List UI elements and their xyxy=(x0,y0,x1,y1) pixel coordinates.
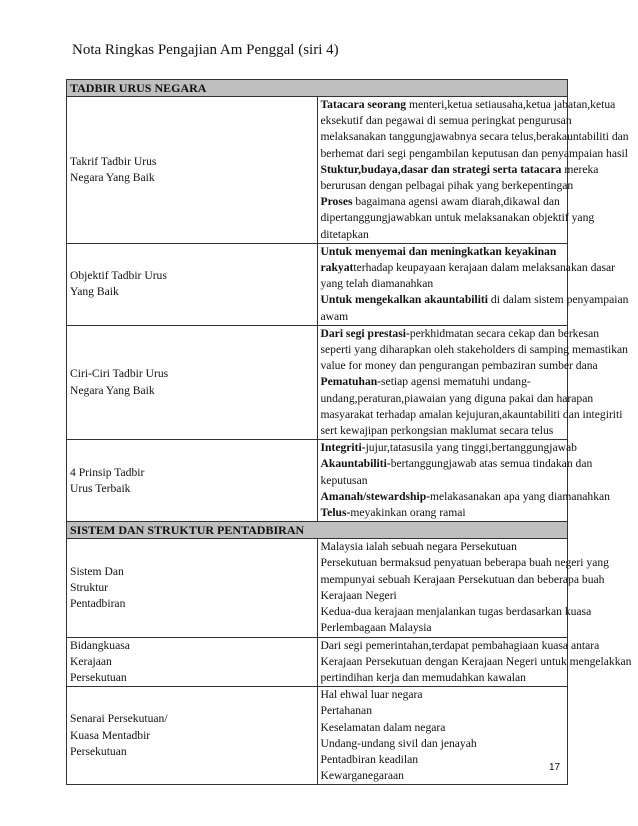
row-content: Hal ehwal luar negara Pertahanan Keselamatan dalam negara Undang-undang sivil dan jenayah Pentadbiran keadilan Kewarganegaraan xyxy=(317,687,568,785)
section-title: SISTEM DAN STRUKTUR PENTADBIRAN xyxy=(67,522,568,539)
row-content: Tatacara seorang menteri,ketua setiausaha,ketua jabatan,ketua eksekutif dan pegawai di semua peringkat pengurusan melaksanakan tanggungjawabnya secara telus,berakauntabiliti dan berhemat dari segi pengambilan keputusan dan penyampaian hasil Stuktur,budaya,dasar dan strategi serta tatacara mereka berurusan dengan pelbagai pihak yang berkepentingan Proses bagaimana agensi awam diarah,dikawal dan dipertanggungjawabkan untuk melaksanakan objektif yang ditetapkan xyxy=(317,97,568,244)
table-row-prinsip xyxy=(67,440,568,522)
page-title: Nota Ringkas Pengajian Am Penggal (siri 4) xyxy=(72,42,339,58)
table-row-ciri-ciri xyxy=(67,325,568,439)
table-row-senarai xyxy=(67,687,568,785)
row-label: Bidangkuasa Kerajaan Persekutuan xyxy=(67,637,318,687)
row-content: Dari segi pemerintahan,terdapat pembahagiaan kuasa antara Kerajaan Persekutuan dengan Kerajaan Negeri untuk mengelakkan pertindihan kerja dan memudahkan kawalan xyxy=(317,637,568,687)
section-header-tadbir-urus xyxy=(67,80,568,97)
row-label: Takrif Tadbir Urus Negara Yang Baik xyxy=(67,97,318,244)
section-header-sistem xyxy=(67,522,568,539)
row-label: 4 Prinsip Tadbir Urus Terbaik xyxy=(67,440,318,522)
table-row-sistem xyxy=(67,539,568,637)
row-content: Dari segi prestasi-perkhidmatan secara cekap dan berkesan seperti yang diharapkan oleh stakeholders di samping memastikan value for money dan pengurangan pembaziran sumber dana Pematuhan-setiap agensi mematuhi undang- undang,peraturan,piawaian yang diguna pakai dan harapan masyarakat terhadap amalan kejujuran,akauntabiliti dan integiriti sert kewajipan perkongsian maklumat secara telus xyxy=(317,325,568,439)
row-content: Integriti-jujur,tatasusila yang tinggi,bertanggungjawab Akauntabiliti-bertanggungjawab atas semua tindakan dan keputusan Amanah/stewardship-melakasanakan apa yang diamanahkan Telus-meyakinkan orang ramai xyxy=(317,440,568,522)
row-content: Malaysia ialah sebuah negara Persekutuan Persekutuan bermaksud penyatuan beberapa buah negeri yang mempunyai sebuah Kerajaan Persekutuan dan beberapa buah Kerajaan Negeri Kedua-dua kerajaan menjalankan tugas berdasarkan kuasa Perlembagaan Malaysia xyxy=(317,539,568,637)
table-row-takrif xyxy=(67,97,568,244)
table-row-objektif xyxy=(67,243,568,325)
section-title: TADBIR URUS NEGARA xyxy=(67,80,568,97)
row-label: Ciri-Ciri Tadbir Urus Negara Yang Baik xyxy=(67,325,318,439)
row-content: Untuk menyemai dan meningkatkan keyakinan rakyatterhadap keupayaan kerajaan dalam melaksanakan dasar yang telah diamanahkan Untuk mengekalkan akauntabiliti di dalam sistem penyampaian awam xyxy=(317,243,568,325)
row-label: Sistem Dan Struktur Pentadbiran xyxy=(67,539,318,637)
notes-table xyxy=(66,79,632,785)
table-row-bidangkuasa xyxy=(67,637,568,687)
row-label: Senarai Persekutuan/ Kuasa Mentadbir Persekutuan xyxy=(67,687,318,785)
row-label: Objektif Tadbir Urus Yang Baik xyxy=(67,243,318,325)
page-number: 17 xyxy=(549,762,561,773)
